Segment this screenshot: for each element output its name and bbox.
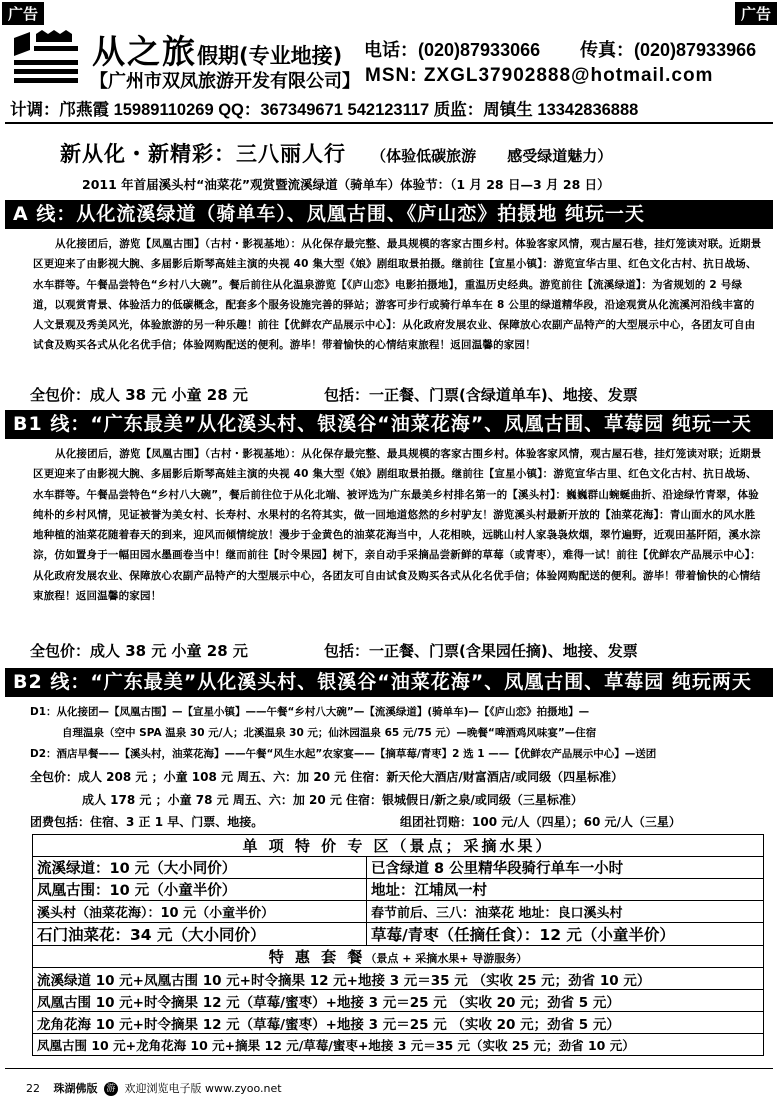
line-b2-fee-includes: 团费包括：住宿、3 正 1 早、门票、地接。 bbox=[30, 815, 264, 829]
special-item: 凤凰古围：10 元（小童半价） bbox=[33, 879, 367, 901]
contact-line: 计调：邝燕霞 15989110269 QQ：367349671 542123117 质监：周镇生 13342836888 bbox=[10, 101, 639, 119]
special-detail: 已含绿道 8 公里精华段骑行单车一小时 bbox=[367, 857, 764, 879]
header-divider bbox=[5, 122, 773, 124]
journal-name: 珠湖佛版 bbox=[53, 1082, 98, 1095]
company-name: 【广州市双凤旅游开发有限公司】 bbox=[90, 71, 360, 92]
brand-suffix: 假期(专业地接) bbox=[197, 44, 343, 68]
phone-number: 电话：(020)87933066 bbox=[364, 40, 541, 60]
line-a-includes: 包括：一正餐、门票(含绿道单车)、地接、发票 bbox=[324, 386, 638, 404]
line-b2-price-four-star: 全包价：成人 208 元 ；小童 108 元 周五、六：加 20 元 住宿：新天伦大酒店/财富酒店/或同级（四星标准） bbox=[30, 770, 624, 784]
special-item: 石门油菜花：34 元（大小同价） bbox=[33, 923, 367, 946]
page-number: 22 bbox=[26, 1082, 40, 1095]
table-row bbox=[33, 968, 764, 990]
combo-header-cell bbox=[33, 946, 764, 968]
line-b2-day1-cont: 自理温泉（空中 SPA 温泉 30 元/人；北溪温泉 30 元；仙沐园温泉 65 元/75 元）—晚餐“啤酒鸡风味宴”—住宿 bbox=[62, 727, 597, 739]
combo-item: 龙角花海 10 元+时令摘果 12 元（草莓/蜜枣）+地接 3 元＝25 元 （实收 20 元；劲省 5 元） bbox=[33, 1012, 764, 1034]
special-item: 流溪绿道：10 元（大小同价） bbox=[33, 857, 367, 879]
headline-sub2: 感受绿道魅力） bbox=[507, 147, 613, 165]
line-b2-title: B2 线：“广东最美”从化溪头村、银溪谷“油菜花海”、凤凰古围、草莓园 纯玩两天 bbox=[5, 668, 773, 697]
special-detail: 春节前后、三八：油菜花 地址：良口溪头村 bbox=[367, 901, 764, 923]
footer-divider bbox=[5, 1068, 773, 1069]
special-item: 溪头村（油菜花海）：10 元（小童半价） bbox=[33, 901, 367, 923]
festival-line: 2011 年首届溪头村“油菜花”观赏暨流溪绿道（骑单车）体验节：（1 月 28 日—3 月 28 日） bbox=[82, 177, 610, 192]
brand-name: 从之旅 bbox=[92, 32, 197, 71]
table-row bbox=[33, 901, 764, 923]
headline-title: 新从化・新精彩：三八丽人行 bbox=[60, 142, 346, 166]
combo-item: 凤凰古围 10 元+龙角花海 10 元+摘果 12 元/草莓/蜜枣+地接 3 元＝35 元（实收 25 元；劲省 10 元） bbox=[33, 1034, 764, 1056]
line-b1-includes: 包括：一正餐、门票(含果园任摘)、地接、发票 bbox=[324, 642, 638, 660]
fax-number: 传真：(020)87933966 bbox=[580, 40, 757, 60]
special-detail: 草莓/青枣（任摘任食）：12 元（小童半价） bbox=[367, 923, 764, 946]
specials-header: 单 项 特 价 专 区（景点；采摘水果） bbox=[33, 835, 764, 857]
combo-header: 特 惠 套 餐 bbox=[268, 948, 366, 966]
line-a-text: 从化接团后，游览【凤凰古围】（古村・影视基地）：从化保存最完整、最具规模的客家古围乡村。体验客家风情，观古屋石巷，挂灯笼读对联。近期景区更迎来了由影视大腕、多届影后斯琴高娃主演的央视 40 集大型《娘》剧组取景拍摄。继前往【宣星小镇】：游览宣华古里、红色文化古村、抗日战场、水车群等。午餐品尝特色“乡村八大碗”。餐后前往从化温泉游览【《庐山恋》电影拍摄地】，重温历史经典。游览前往【流溪绿道】：为省规划的 2 号绿道，以观赏青景、体验活力的低碳概念，配套多个服务设施完善的驿站；游客可步行或骑行单车在 8 公里的绿道精华段，沿途观赏从化流溪河沿线丰富的人文景观及秀美风光，体验旅游的另一种乐趣！前往【优鲜农产品展示中心】：从化政府发展农业、保障放心农副产品特产的大型展示中心，各团友可自由试食及购买各式从化名优手信；体验网购配送的便利。游毕！带着愉快的心情结束旅程！返回温馨的家园！ bbox=[33, 238, 762, 352]
line-b1-description bbox=[33, 444, 763, 606]
company-logo bbox=[10, 28, 82, 90]
footer-logo-icon: 游 bbox=[104, 1082, 118, 1096]
table-row bbox=[33, 1034, 764, 1056]
footer-text: 欢迎浏览电子版 www.zyoo.net bbox=[124, 1082, 282, 1095]
line-b2-price-three-star: 成人 178 元 ；小童 78 元 周五、六：加 20 元 住宿：银城假日/新之泉/或同级（三星标准） bbox=[82, 793, 583, 807]
specials-table bbox=[32, 834, 764, 1056]
special-detail: 地址：江埔凤一村 bbox=[367, 879, 764, 901]
table-row bbox=[33, 879, 764, 901]
line-a-description bbox=[33, 234, 763, 356]
footer bbox=[26, 1080, 282, 1096]
table-row bbox=[33, 923, 764, 946]
brand-block bbox=[92, 26, 342, 73]
msn-contact: MSN: ZXGL37902888@hotmail.com bbox=[365, 65, 714, 86]
line-b2-day1: D1：从化接团—【凤凰古围】—【宣星小镇】——午餐“乡村八大碗”—【流溪绿道】(骑单车)—【《庐山恋》拍摄地】— bbox=[30, 706, 590, 718]
line-b1-price: 全包价：成人 38 元 小童 28 元 bbox=[30, 642, 248, 660]
combo-note: （景点 + 采摘水果+ 导游服务） bbox=[365, 952, 528, 965]
table-row bbox=[33, 857, 764, 879]
table-row bbox=[33, 990, 764, 1012]
ad-tag-left: 广告 bbox=[2, 2, 44, 25]
combo-item: 流溪绿道 10 元+凤凰古围 10 元+时令摘果 12 元+地接 3 元＝35 元 （实收 25 元；劲省 10 元） bbox=[33, 968, 764, 990]
headline bbox=[60, 138, 612, 168]
line-b2-day2: D2：酒店早餐——【溪头村，油菜花海】——午餐“风生水起”农家宴——【摘草莓/青枣】2 选 1 ——【优鲜农产品展示中心】—送团 bbox=[30, 748, 657, 760]
line-b1-text: 从化接团后，游览【凤凰古围】（古村・影视基地）：从化保存最完整、最具规模的客家古围乡村。体验客家风情，观古屋石巷，挂灯笼读对联；近期景区更迎来了由影视大腕、多届影后斯琴高娃主演的央视 40 集大型《娘》剧组取景拍摄。继前往【宣星小镇】：游览宣华古里、红色文化古村、抗日战场、水车群等。午餐品尝特色“乡村八大碗”，餐后前往位于从化北端、被评选为广东最美乡村排名第一的【溪头村】：巍巍群山蜿蜒曲折、沿途绿竹青翠，体验纯朴的乡村风情，见证被誉为美女村、长寿村、水果村的名符其实，做一回地道悠然的乡村驴友！游览溪头村最新开放的【油菜花海】：青山面水的风水胜地种植的油菜花随着春天的到来，迎风而倾情绽放！漫步于金黄色的油菜花海当中，人花相映，远眺山村人家袅袅炊烟，翠竹遍野，近观田基阡陌，溪水淙淙，仿如置身于一幅田园水墨画卷当中！继而前往【时令果园】树下，亲自动手采摘品尝新鲜的草莓（或青枣），难得一试！前往【优鲜农产品展示中心】：从化政府发展农业、保障放心农副产品特产的大型展示中心，各团友可自由试食及购买各式从化名优手信；体验网购配送的便利。游毕！带着愉快的心情结束旅程！返回温馨的家园！ bbox=[33, 448, 762, 603]
line-a-price: 全包价：成人 38 元 小童 28 元 bbox=[30, 386, 248, 404]
combo-item: 凤凰古围 10 元+时令摘果 12 元（草莓/蜜枣）+地接 3 元＝25 元 （实收 20 元；劲省 5 元） bbox=[33, 990, 764, 1012]
line-b2-penalty: 组团社罚赔：100 元/人（四星）；60 元/人（三星） bbox=[400, 815, 681, 829]
headline-sub1: （体验低碳旅游 bbox=[371, 147, 477, 165]
line-a-title: A 线：从化流溪绿道（骑单车）、凤凰古围、《庐山恋》拍摄地 纯玩一天 bbox=[5, 200, 773, 229]
ad-tag-right: 广告 bbox=[735, 2, 777, 25]
line-b1-title: B1 线：“广东最美”从化溪头村、银溪谷“油菜花海”、凤凰古围、草莓园 纯玩一天 bbox=[5, 410, 773, 439]
table-row bbox=[33, 1012, 764, 1034]
